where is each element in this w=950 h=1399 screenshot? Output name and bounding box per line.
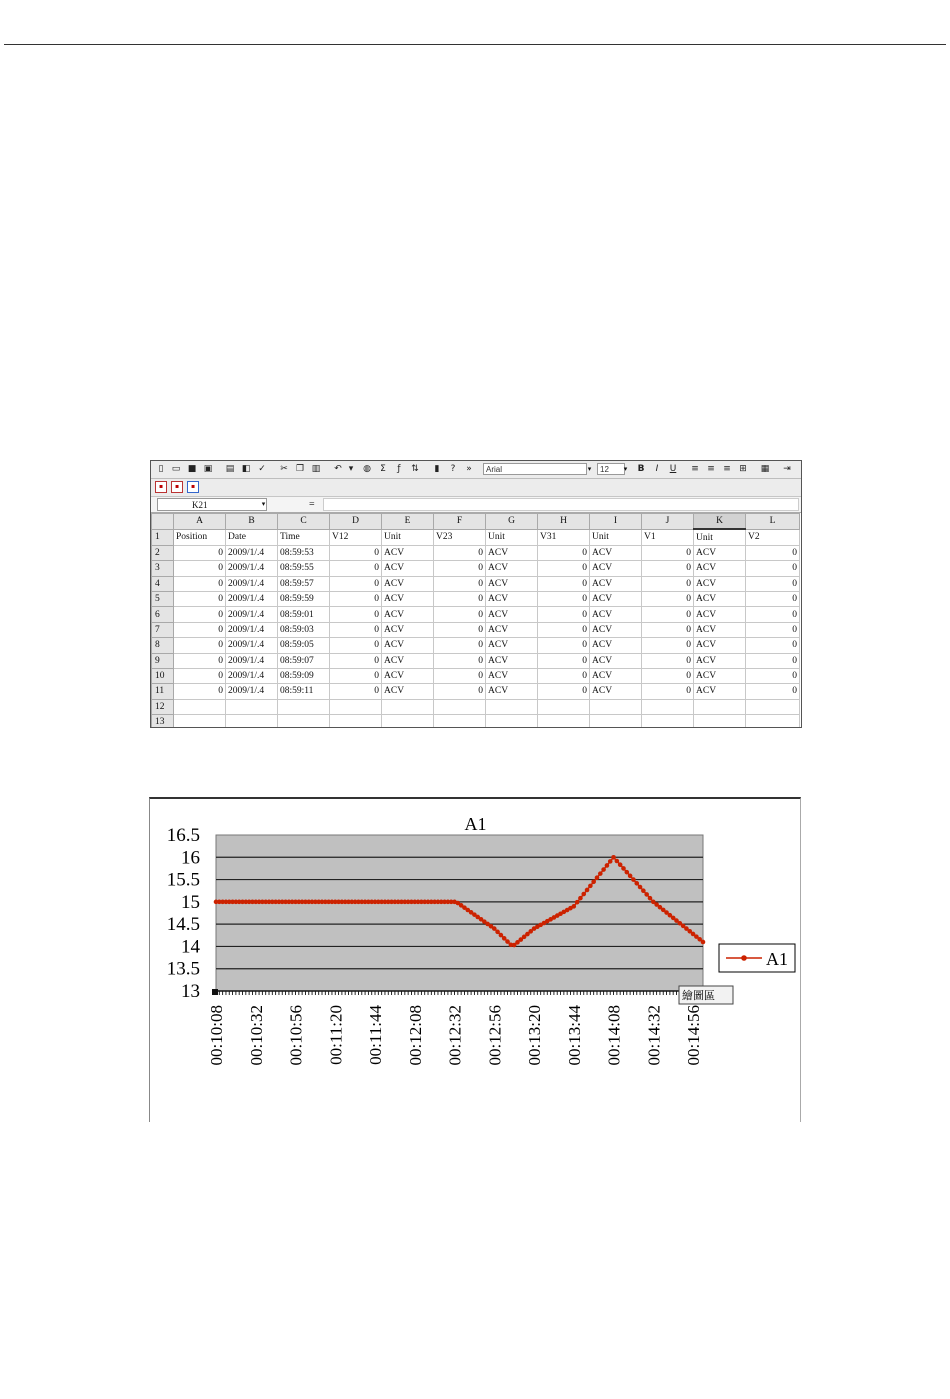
cell[interactable]: [330, 699, 382, 714]
cell[interactable]: 0: [330, 545, 382, 560]
hyperlink-icon[interactable]: ◍: [363, 464, 371, 474]
italic-icon[interactable]: I: [655, 464, 659, 474]
cell[interactable]: [330, 715, 382, 728]
series-a1-point: [575, 900, 580, 905]
y-tick-label: 14.5: [166, 914, 200, 936]
row-header[interactable]: 9: [152, 653, 174, 668]
cell[interactable]: ACV: [590, 561, 642, 576]
select-all-corner[interactable]: [152, 514, 174, 530]
column-header-l[interactable]: L: [746, 514, 800, 530]
cell[interactable]: ACV: [694, 622, 746, 637]
column-header-f[interactable]: F: [434, 514, 486, 530]
pdf-review-icon[interactable]: ▪: [187, 481, 199, 493]
cell[interactable]: 0: [538, 561, 590, 576]
indent-icon[interactable]: ⇥: [783, 464, 791, 474]
cell[interactable]: 2009/1/.4: [226, 576, 278, 591]
spreadsheet-window: [150, 460, 802, 728]
cell[interactable]: V1: [642, 529, 694, 545]
cell[interactable]: 0: [434, 591, 486, 606]
cell[interactable]: Unit: [486, 529, 538, 545]
cell[interactable]: 0: [434, 607, 486, 622]
row-header[interactable]: 11: [152, 684, 174, 699]
series-a1-point: [611, 855, 616, 860]
plot-area[interactable]: [216, 835, 703, 991]
cell[interactable]: ACV: [590, 591, 642, 606]
paste-icon[interactable]: ▥: [311, 464, 321, 474]
table-row: [152, 591, 800, 606]
chart-container: [149, 797, 801, 1122]
cell[interactable]: ACV: [486, 561, 538, 576]
align-right-icon[interactable]: ≡: [723, 464, 731, 474]
cell[interactable]: [538, 699, 590, 714]
series-a1-point: [495, 930, 500, 935]
cell[interactable]: [642, 715, 694, 728]
font-size-box[interactable]: 12: [597, 463, 625, 475]
table-row: [152, 668, 800, 683]
cell[interactable]: 0: [174, 653, 226, 668]
series-a1-point: [638, 885, 643, 890]
cell[interactable]: ACV: [694, 638, 746, 653]
y-tick-label: 16.5: [166, 825, 200, 846]
cell[interactable]: ACV: [382, 668, 434, 683]
cell[interactable]: ACV: [694, 684, 746, 699]
series-a1-point: [618, 862, 623, 867]
row-header[interactable]: 8: [152, 638, 174, 653]
cell[interactable]: 0: [174, 607, 226, 622]
cell[interactable]: 0: [642, 561, 694, 576]
series-a1-point: [631, 877, 636, 882]
cell[interactable]: ACV: [486, 638, 538, 653]
cell[interactable]: ACV: [590, 638, 642, 653]
cell[interactable]: 08:59:53: [278, 545, 330, 560]
cell[interactable]: ACV: [694, 591, 746, 606]
cell[interactable]: ACV: [486, 591, 538, 606]
cell[interactable]: 0: [746, 638, 800, 653]
cell[interactable]: 0: [434, 561, 486, 576]
cell[interactable]: ACV: [382, 561, 434, 576]
x-tick-label: 00:12:08: [405, 1005, 425, 1066]
x-tick-label: 00:11:20: [326, 1005, 346, 1065]
save-icon[interactable]: ■: [187, 464, 197, 474]
series-a1-point: [571, 904, 576, 909]
standard-toolbar: [151, 461, 801, 479]
x-tick-label: 00:10:32: [246, 1005, 266, 1066]
cell[interactable]: ACV: [590, 576, 642, 591]
column-header-g[interactable]: G: [486, 514, 538, 530]
cell[interactable]: ACV: [486, 653, 538, 668]
legend-label: A1: [766, 949, 788, 969]
cell[interactable]: [226, 699, 278, 714]
print-icon[interactable]: ▤: [225, 464, 235, 474]
series-a1-point: [615, 859, 620, 864]
column-header-a[interactable]: A: [174, 514, 226, 530]
cell[interactable]: 0: [434, 668, 486, 683]
cell[interactable]: ACV: [694, 668, 746, 683]
cell[interactable]: 0: [174, 576, 226, 591]
open-folder-icon[interactable]: ▭: [171, 464, 181, 474]
cell[interactable]: [694, 715, 746, 728]
cell[interactable]: [434, 715, 486, 728]
row-header[interactable]: 2: [152, 545, 174, 560]
cell[interactable]: 0: [434, 576, 486, 591]
worksheet-grid[interactable]: [151, 513, 800, 728]
cell[interactable]: [174, 715, 226, 728]
cell[interactable]: ACV: [694, 561, 746, 576]
cell[interactable]: 2009/1/.4: [226, 561, 278, 576]
cell[interactable]: ACV: [382, 684, 434, 699]
cell[interactable]: 0: [174, 638, 226, 653]
series-a1-point: [701, 940, 706, 945]
name-box[interactable]: K21: [157, 498, 267, 511]
formula-input[interactable]: [323, 498, 799, 511]
cell[interactable]: ACV: [382, 591, 434, 606]
x-tick-label: 00:12:32: [445, 1005, 465, 1066]
column-header-e[interactable]: E: [382, 514, 434, 530]
chart-wizard-icon[interactable]: ▮: [434, 464, 440, 474]
cell[interactable]: 0: [746, 684, 800, 699]
cell[interactable]: 0: [746, 545, 800, 560]
cell[interactable]: [642, 699, 694, 714]
cell[interactable]: 0: [330, 622, 382, 637]
cell[interactable]: 0: [434, 638, 486, 653]
cell[interactable]: Time: [278, 529, 330, 545]
pdf-convert-icon[interactable]: ▪: [155, 481, 167, 493]
row-header[interactable]: 12: [152, 699, 174, 714]
column-header-d[interactable]: D: [330, 514, 382, 530]
cell[interactable]: 0: [330, 653, 382, 668]
cell[interactable]: V2: [746, 529, 800, 545]
font-name-dropdown-icon[interactable]: ▾: [587, 465, 592, 473]
formula-equals-sign: =: [309, 499, 315, 510]
cell[interactable]: 0: [330, 591, 382, 606]
series-a1-point: [499, 933, 504, 938]
cell[interactable]: 0: [538, 638, 590, 653]
row-header[interactable]: 4: [152, 576, 174, 591]
table-row: [152, 653, 800, 668]
column-header-j[interactable]: J: [642, 514, 694, 530]
cell[interactable]: 0: [330, 668, 382, 683]
cell[interactable]: ACV: [694, 607, 746, 622]
cell[interactable]: ACV: [694, 545, 746, 560]
x-tick-label: 00:11:44: [366, 1005, 386, 1065]
page-top-rule: [4, 44, 946, 45]
series-a1-point: [502, 936, 507, 941]
series-a1-point: [628, 874, 633, 879]
table-row: [152, 576, 800, 591]
cell[interactable]: 08:59:57: [278, 576, 330, 591]
series-a1-point: [601, 867, 606, 872]
series-a1-point: [625, 870, 630, 875]
table-row: [152, 545, 800, 560]
table-row: [152, 529, 800, 545]
cell[interactable]: 0: [746, 591, 800, 606]
cell[interactable]: 0: [434, 653, 486, 668]
cell[interactable]: Unit: [590, 529, 642, 545]
cell[interactable]: ACV: [486, 545, 538, 560]
cell[interactable]: 0: [538, 591, 590, 606]
series-a1-point: [581, 892, 586, 897]
cell[interactable]: 0: [642, 545, 694, 560]
series-a1-point: [598, 871, 603, 876]
line-chart[interactable]: [150, 799, 800, 1122]
cell[interactable]: [278, 699, 330, 714]
underline-icon[interactable]: U: [669, 464, 677, 474]
cell[interactable]: 0: [538, 653, 590, 668]
cell[interactable]: 0: [330, 607, 382, 622]
pdf-toolbar: [151, 479, 801, 497]
cell[interactable]: [486, 715, 538, 728]
font-name-box[interactable]: Arial: [483, 463, 587, 475]
cell[interactable]: 0: [746, 607, 800, 622]
cell[interactable]: ACV: [590, 668, 642, 683]
series-a1-point: [634, 881, 639, 886]
cell[interactable]: 0: [174, 561, 226, 576]
series-a1-point: [585, 888, 590, 893]
copy-icon[interactable]: ❐: [295, 464, 305, 474]
row-header[interactable]: 10: [152, 668, 174, 683]
cell[interactable]: 2009/1/.4: [226, 668, 278, 683]
cell[interactable]: ACV: [486, 684, 538, 699]
cell[interactable]: ACV: [694, 576, 746, 591]
cell[interactable]: [694, 699, 746, 714]
table-row: [152, 699, 800, 714]
cell[interactable]: [434, 699, 486, 714]
cell[interactable]: 0: [538, 607, 590, 622]
cell[interactable]: [486, 699, 538, 714]
x-tick-label: 00:13:20: [525, 1005, 545, 1066]
cell[interactable]: ACV: [590, 607, 642, 622]
x-tick-label: 00:13:44: [564, 1005, 584, 1066]
cell[interactable]: [590, 715, 642, 728]
font-size-dropdown-icon[interactable]: ▾: [623, 465, 628, 473]
cell[interactable]: ACV: [486, 622, 538, 637]
cell[interactable]: 08:59:11: [278, 684, 330, 699]
cell[interactable]: 0: [746, 576, 800, 591]
cell[interactable]: Position: [174, 529, 226, 545]
cell[interactable]: 0: [746, 561, 800, 576]
cell[interactable]: [174, 699, 226, 714]
autosum-icon[interactable]: Σ: [380, 464, 386, 474]
cell[interactable]: 2009/1/.4: [226, 591, 278, 606]
cell[interactable]: 0: [174, 668, 226, 683]
cell[interactable]: 0: [330, 684, 382, 699]
cell[interactable]: 2009/1/.4: [226, 545, 278, 560]
cell[interactable]: 0: [746, 622, 800, 637]
cell[interactable]: 0: [642, 638, 694, 653]
cell[interactable]: 08:59:03: [278, 622, 330, 637]
series-a1-point: [578, 896, 583, 901]
cell[interactable]: ACV: [382, 607, 434, 622]
column-header-h[interactable]: H: [538, 514, 590, 530]
x-tick-label: 00:14:08: [604, 1005, 624, 1066]
row-header[interactable]: 1: [152, 529, 174, 545]
cell[interactable]: [382, 715, 434, 728]
cell[interactable]: 0: [330, 576, 382, 591]
toolbar-options-icon[interactable]: »: [466, 464, 472, 474]
cell[interactable]: 08:59:59: [278, 591, 330, 606]
cell[interactable]: [278, 715, 330, 728]
row-header[interactable]: 7: [152, 622, 174, 637]
align-left-icon[interactable]: ≡: [691, 464, 699, 474]
pdf-email-icon[interactable]: ▪: [171, 481, 183, 493]
x-tick-label: 00:10:56: [286, 1005, 306, 1066]
cell[interactable]: 08:59:05: [278, 638, 330, 653]
cell[interactable]: 0: [174, 591, 226, 606]
cell[interactable]: [746, 699, 800, 714]
series-a1-point: [588, 884, 593, 889]
y-tick-label: 15: [181, 891, 200, 913]
cell[interactable]: 0: [434, 622, 486, 637]
cell[interactable]: [538, 715, 590, 728]
column-header-k[interactable]: K: [694, 514, 746, 530]
name-box-dropdown-icon[interactable]: ▾: [261, 500, 266, 508]
cell[interactable]: 08:59:01: [278, 607, 330, 622]
cell[interactable]: 2009/1/.4: [226, 653, 278, 668]
align-center-icon[interactable]: ≡: [707, 464, 715, 474]
chart-element-tooltip-text: 繪圖區: [682, 989, 715, 1002]
series-a1-point: [595, 875, 600, 880]
x-tick-label: 00:10:08: [207, 1005, 226, 1066]
table-row: [152, 715, 800, 728]
cell[interactable]: V23: [434, 529, 486, 545]
cell[interactable]: [746, 715, 800, 728]
series-a1-point: [648, 896, 653, 901]
cell[interactable]: ACV: [382, 545, 434, 560]
legend-marker: [741, 955, 747, 961]
y-tick-label: 13.5: [166, 958, 200, 980]
cell[interactable]: 0: [538, 622, 590, 637]
cell[interactable]: 0: [174, 545, 226, 560]
cell[interactable]: 2009/1/.4: [226, 607, 278, 622]
cell[interactable]: 0: [642, 668, 694, 683]
table-row: [152, 622, 800, 637]
cell[interactable]: Unit: [694, 529, 746, 545]
series-a1-point: [608, 859, 613, 864]
function-icon[interactable]: ƒ: [397, 464, 401, 474]
cell[interactable]: ACV: [382, 653, 434, 668]
cell[interactable]: 2009/1/.4: [226, 684, 278, 699]
cell[interactable]: ACV: [486, 576, 538, 591]
cell[interactable]: 08:59:07: [278, 653, 330, 668]
cell[interactable]: 0: [174, 684, 226, 699]
y-tick-label: 13: [181, 981, 200, 1002]
cell[interactable]: ACV: [382, 622, 434, 637]
cell[interactable]: 0: [642, 622, 694, 637]
bold-icon[interactable]: B: [637, 464, 645, 474]
series-a1-point: [505, 939, 510, 944]
merge-center-icon[interactable]: ⊞: [739, 464, 747, 474]
cell[interactable]: [382, 699, 434, 714]
series-a1-point: [492, 926, 497, 931]
cell[interactable]: 0: [538, 545, 590, 560]
column-header-b[interactable]: B: [226, 514, 278, 530]
cell[interactable]: ACV: [382, 576, 434, 591]
series-a1-point: [621, 866, 626, 871]
cell[interactable]: 0: [538, 576, 590, 591]
cell[interactable]: 0: [538, 668, 590, 683]
cell[interactable]: ACV: [590, 684, 642, 699]
y-tick-label: 15.5: [166, 869, 200, 891]
table-row: [152, 561, 800, 576]
column-header-i[interactable]: I: [590, 514, 642, 530]
formula-bar: [151, 497, 801, 513]
x-tick-label: 00:14:56: [684, 1005, 704, 1066]
y-tick-label: 14: [181, 936, 200, 958]
permission-icon[interactable]: ▣: [203, 464, 213, 474]
x-tick-label: 00:14:32: [644, 1005, 664, 1066]
cell[interactable]: 0: [434, 684, 486, 699]
cell[interactable]: 0: [434, 545, 486, 560]
y-tick-label: 16: [181, 847, 200, 869]
spelling-icon[interactable]: ✓: [258, 464, 266, 474]
cell[interactable]: 0: [642, 576, 694, 591]
cell[interactable]: 2009/1/.4: [226, 622, 278, 637]
row-header[interactable]: 3: [152, 561, 174, 576]
cell[interactable]: 2009/1/.4: [226, 638, 278, 653]
series-a1-point: [591, 880, 596, 885]
cell[interactable]: ACV: [590, 622, 642, 637]
cell[interactable]: 08:59:09: [278, 668, 330, 683]
x-tick-label: 00:12:56: [485, 1005, 505, 1066]
cell[interactable]: 0: [538, 684, 590, 699]
cell[interactable]: 0: [642, 684, 694, 699]
table-row: [152, 684, 800, 699]
cell[interactable]: ACV: [486, 607, 538, 622]
border-icon[interactable]: ▦: [760, 464, 770, 474]
new-file-icon[interactable]: ▯: [158, 464, 164, 474]
table-row: [152, 607, 800, 622]
cell[interactable]: 0: [174, 622, 226, 637]
cell[interactable]: 0: [642, 591, 694, 606]
row-header[interactable]: 5: [152, 591, 174, 606]
cell[interactable]: 0: [330, 561, 382, 576]
series-a1-point: [641, 888, 646, 893]
undo-dropdown-icon[interactable]: ▾: [348, 464, 354, 474]
cell[interactable]: 0: [746, 668, 800, 683]
undo-icon[interactable]: ↶: [334, 464, 342, 474]
cell[interactable]: 0: [642, 653, 694, 668]
row-header[interactable]: 6: [152, 607, 174, 622]
cell[interactable]: 0: [642, 607, 694, 622]
cell[interactable]: V31: [538, 529, 590, 545]
cell[interactable]: Unit: [382, 529, 434, 545]
cell[interactable]: ACV: [382, 638, 434, 653]
row-header[interactable]: 13: [152, 715, 174, 728]
cell[interactable]: ACV: [486, 668, 538, 683]
cell[interactable]: ACV: [590, 545, 642, 560]
sort-ascending-icon[interactable]: ⇅: [411, 464, 419, 474]
chart-title: A1: [464, 814, 487, 834]
table-row: [152, 638, 800, 653]
column-header-c[interactable]: C: [278, 514, 330, 530]
series-a1-point: [644, 892, 649, 897]
help-icon[interactable]: ?: [450, 464, 456, 474]
cell[interactable]: ACV: [590, 653, 642, 668]
cell[interactable]: 0: [330, 638, 382, 653]
cell[interactable]: [226, 715, 278, 728]
axis-origin-handle[interactable]: [212, 989, 218, 995]
cut-icon[interactable]: ✂: [280, 464, 288, 474]
cell[interactable]: 0: [746, 653, 800, 668]
cell[interactable]: [590, 699, 642, 714]
cell[interactable]: ACV: [694, 653, 746, 668]
print-preview-icon[interactable]: ◧: [241, 464, 251, 474]
cell[interactable]: Date: [226, 529, 278, 545]
series-a1-point: [605, 863, 610, 868]
cell[interactable]: 08:59:55: [278, 561, 330, 576]
cell[interactable]: V12: [330, 529, 382, 545]
